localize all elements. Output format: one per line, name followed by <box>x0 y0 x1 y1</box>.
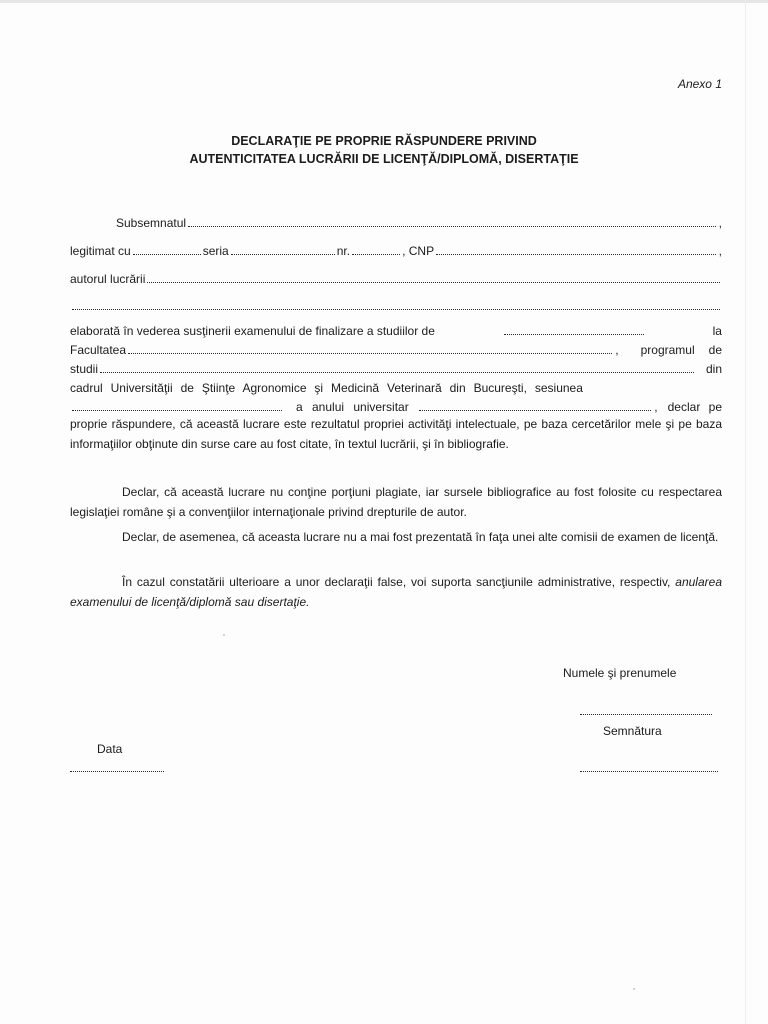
field-subsemnatul: Subsemnatul , <box>116 216 722 230</box>
fill-in-dots <box>147 282 720 283</box>
field-label: declar pe <box>667 400 722 414</box>
fill-in-dots <box>352 254 400 255</box>
field-blank-line <box>70 297 722 313</box>
fill-in-dots <box>133 254 201 255</box>
signature-label: Semnătura <box>603 724 662 738</box>
elaborata-la: la <box>712 324 722 338</box>
field-label: nr. <box>336 244 351 258</box>
field-label: a anului universitar <box>296 400 409 414</box>
field-label: din <box>705 362 722 376</box>
scan-speck <box>223 634 225 636</box>
elaborata-line-1 <box>70 322 722 338</box>
field-label: seria <box>202 244 229 258</box>
paragraph-elaborata-rest: proprie răspundere, că această lucrare este rezultatul propriei activităţi intelectuale, pe baza cercetărilor mele şi pe baza informaţiilor obţinute din surse care au fost citate, în textul lucrării, şi în bibliografie. <box>70 417 722 451</box>
field-label: CNP <box>408 244 435 258</box>
paragraph-prezentata: Declar, de asemenea, că aceasta lucrare nu a mai fost prezentată în faţa unei alte comisii de examen de licenţă. <box>122 530 719 544</box>
fill-in-dots <box>436 254 716 255</box>
fill-in-dots <box>128 353 612 354</box>
field-label: autorul lucrării <box>70 272 146 286</box>
field-label: de <box>708 343 722 357</box>
elaborata-line-5: a anului universitar , declar pe <box>70 398 722 414</box>
fill-in-dots <box>72 410 282 411</box>
signature-dots <box>580 771 718 772</box>
date-label: Data <box>97 742 123 756</box>
fill-in-dots <box>231 254 335 255</box>
date-dots <box>70 771 164 772</box>
field-label: legitimat cu <box>70 244 131 258</box>
field-label: programul <box>640 343 695 357</box>
paragraph-text: În cazul constatării ulterioare a unor declaraţii false, voi suporta sancţiunile administrative, respectiv, <box>122 575 671 589</box>
field-label: Facultatea <box>70 343 127 357</box>
field-label: Subsemnatul <box>116 216 187 230</box>
field-legitimat: legitimat cu seria nr. , CNP , <box>70 244 722 258</box>
elaborata-text: elaborată în vederea susţinerii examenului de finalizare a studiilor de <box>70 324 435 338</box>
scan-speck <box>633 988 635 990</box>
fill-in-dots <box>100 372 694 373</box>
fill-in-dots <box>188 226 716 227</box>
fill-in-dots <box>419 410 652 411</box>
fill-in-dots <box>72 309 720 310</box>
paragraph-italic-text: anularea examenului de licenţă/diplomă sau disertaţie. <box>70 575 722 609</box>
scan-edge <box>0 0 768 3</box>
elaborata-text: cadrul Universităţii de Ştiinţe Agronomice şi Medicină Veterinară din Bucureşti, sesiunea <box>70 381 583 395</box>
title-line-1: DECLARAŢIE PE PROPRIE RĂSPUNDERE PRIVIND <box>231 134 537 148</box>
annex-label: Anexo 1 <box>677 77 722 91</box>
elaborata-line-3 <box>70 360 722 376</box>
name-dots <box>580 714 712 715</box>
field-label: studii <box>70 362 99 376</box>
paragraph-plagiat: Declar, că această lucrare nu conţine porţiuni plagiate, iar sursele bibliografice au fost folosite cu respectarea legislaţiei române şi a convenţiilor internaţionale privind drepturile de autor. <box>70 485 722 519</box>
elaborata-line-4 <box>70 379 722 395</box>
elaborata-line-2: Facultatea , programul de <box>70 343 722 357</box>
title-line-2: AUTENTICITATEA LUCRĂRII DE LICENŢĂ/DIPLOMĂ, DISERTAŢIE <box>189 152 579 166</box>
field-autorul <box>70 270 722 286</box>
paragraph-sanctiuni <box>70 572 722 612</box>
fill-in-dots <box>504 334 644 335</box>
name-label: Numele şi prenumele <box>563 666 677 680</box>
